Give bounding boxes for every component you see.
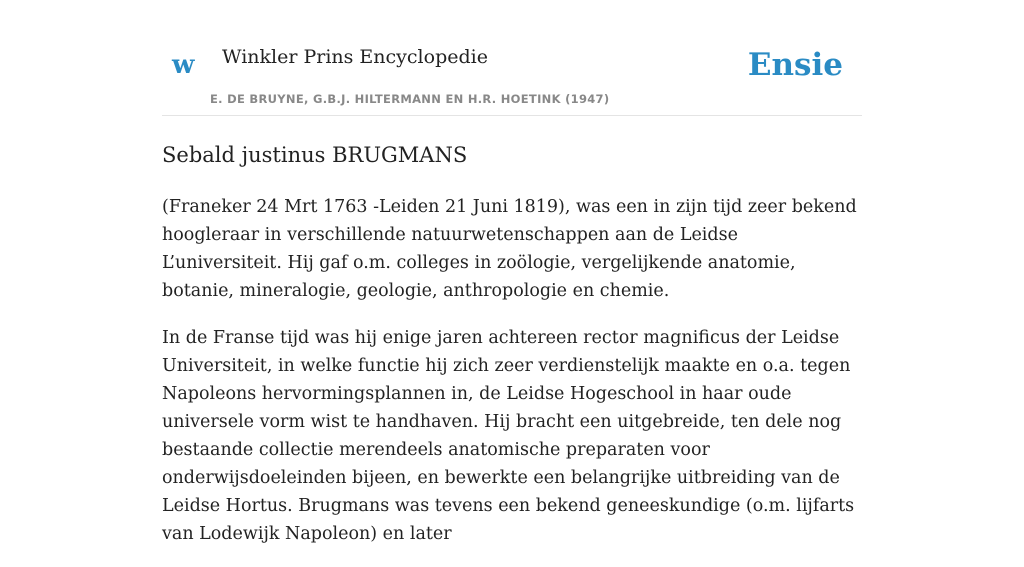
site-header	[162, 30, 862, 116]
publication-logo[interactable]: w	[172, 50, 195, 80]
ensie-logo[interactable]: Ensie	[747, 47, 843, 83]
publication-subtitle: E. DE BRUYNE, G.B.J. HILTERMANN EN H.R. HOETINK (1947)	[210, 92, 610, 106]
publication-title[interactable]: Winkler Prins Encyclopedie	[222, 46, 488, 68]
article-title: Sebald justinus BRUGMANS	[162, 143, 468, 167]
article-paragraph: (Franeker 24 Mrt 1763 -Leiden 21 Juni 1819), was een in zijn tijd zeer bekend hoogleraar in verschillende natuurwetenschappen aan de Leidse L’universiteit. Hij gaf o.m. colleges in zoölogie, vergelijkende anatomie, botanie, mineralogie, geologie, anthropologie en chemie.	[162, 197, 857, 301]
article-paragraph: In de Franse tijd was hij enige jaren achtereen rector magnificus der Leidse Universiteit, in welke functie hij zich zeer verdienstelijk maakte en o.a. tegen Napoleons hervormingsplannen in, de Leidse Hogeschool in haar oude universele vorm wist te handhaven. Hij bracht een uitgebreide, ten dele nog bestaande collectie merendeels anatomische preparaten voor onderwijsdoeleinden bijeen, en bewerkte een belangrijke uitbreiding van de Leidse Hortus. Brugmans was tevens een bekend geneeskundige (o.m. lijfarts van Lodewijk Napoleon) en later	[162, 328, 855, 544]
article	[162, 140, 862, 567]
